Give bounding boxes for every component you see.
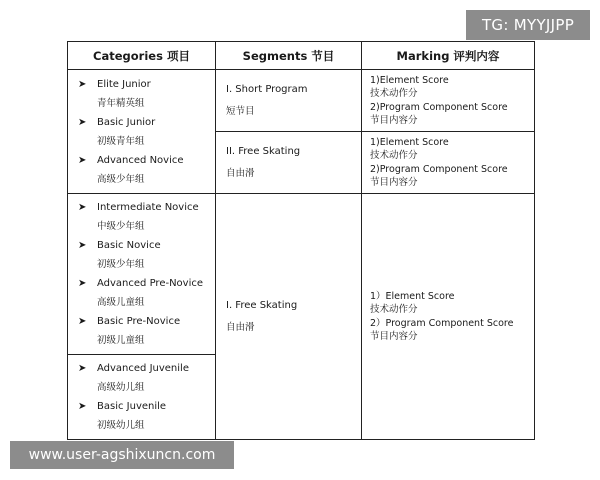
category-item xyxy=(78,236,215,274)
marking-line: 2）Program Component Score xyxy=(370,317,514,329)
category-zh: 初级青年组 xyxy=(97,135,145,147)
arrow-icon: ➤ xyxy=(78,78,87,90)
marking-line: 1)Element Score xyxy=(370,74,449,86)
categories-cell-group1 xyxy=(68,70,216,194)
arrow-icon: ➤ xyxy=(78,240,87,251)
category-item xyxy=(78,397,215,435)
marking-line: 技术动作分 xyxy=(370,304,418,315)
category-item xyxy=(78,198,215,236)
category-en: Basic Juvenile xyxy=(97,401,167,412)
arrow-icon: ➤ xyxy=(78,363,87,374)
marking-line: 技术动作分 xyxy=(370,150,418,161)
marking-line: 1)Element Score xyxy=(370,136,449,148)
marking-line: 节目内容分 xyxy=(370,115,418,126)
marking-line: 1）Element Score xyxy=(370,290,455,302)
segment-cell xyxy=(216,194,362,440)
category-item xyxy=(78,312,215,350)
segment-zh: 自由滑 xyxy=(226,168,255,179)
category-en: Advanced Pre-Novice xyxy=(97,278,204,289)
category-zh: 初级幼儿组 xyxy=(97,420,145,431)
arrow-icon: ➤ xyxy=(78,116,87,128)
category-en: Advanced Novice xyxy=(97,154,184,166)
category-zh: 中级少年组 xyxy=(97,221,145,232)
segment-cell xyxy=(216,70,362,132)
segment-zh: 自由滑 xyxy=(226,322,255,333)
category-zh: 初级儿童组 xyxy=(97,335,145,346)
category-zh: 高级少年组 xyxy=(97,173,145,185)
marking-line: 节目内容分 xyxy=(370,331,418,342)
category-item xyxy=(78,75,215,113)
category-en: Elite Junior xyxy=(97,78,151,90)
marking-cell xyxy=(362,70,535,132)
segment-zh: 短节目 xyxy=(226,106,255,117)
header-categories: Categories 项目 xyxy=(68,42,216,70)
category-en: Advanced Juvenile xyxy=(97,363,189,374)
watermark-bottom: www.user-agshixuncn.com xyxy=(10,441,234,469)
marking-line: 2)Program Component Score xyxy=(370,163,508,175)
category-item xyxy=(78,274,215,312)
header-segments: Segments 节目 xyxy=(216,42,362,70)
categories-cell-group2b xyxy=(68,355,216,440)
category-zh: 高级幼儿组 xyxy=(97,382,145,393)
marking-cell xyxy=(362,194,535,440)
segment-en: II. Free Skating xyxy=(226,146,301,157)
segment-en: I. Free Skating xyxy=(226,300,298,311)
category-en: Basic Junior xyxy=(97,116,156,128)
arrow-icon: ➤ xyxy=(78,154,87,166)
arrow-icon: ➤ xyxy=(78,278,87,289)
category-item xyxy=(78,151,215,189)
header-marking: Marking 评判内容 xyxy=(362,42,535,70)
arrow-icon: ➤ xyxy=(78,316,87,327)
category-zh: 初级少年组 xyxy=(97,259,145,270)
marking-line: 技术动作分 xyxy=(370,88,418,99)
category-zh: 高级儿童组 xyxy=(97,297,145,308)
category-en: Basic Novice xyxy=(97,240,161,251)
categories-cell-group2a xyxy=(68,194,216,355)
arrow-icon: ➤ xyxy=(78,202,87,213)
marking-cell xyxy=(362,132,535,194)
scoring-table xyxy=(67,41,535,440)
category-zh: 青年精英组 xyxy=(97,97,145,109)
category-en: Basic Pre-Novice xyxy=(97,316,181,327)
category-item xyxy=(78,359,215,397)
arrow-icon: ➤ xyxy=(78,401,87,412)
category-item xyxy=(78,113,215,151)
marking-line: 节目内容分 xyxy=(370,177,418,188)
watermark-top: TG: MYYJJPP xyxy=(466,10,590,40)
segment-en: I. Short Program xyxy=(226,84,308,95)
marking-line: 2)Program Component Score xyxy=(370,101,508,113)
segment-cell xyxy=(216,132,362,194)
category-en: Intermediate Novice xyxy=(97,202,199,213)
